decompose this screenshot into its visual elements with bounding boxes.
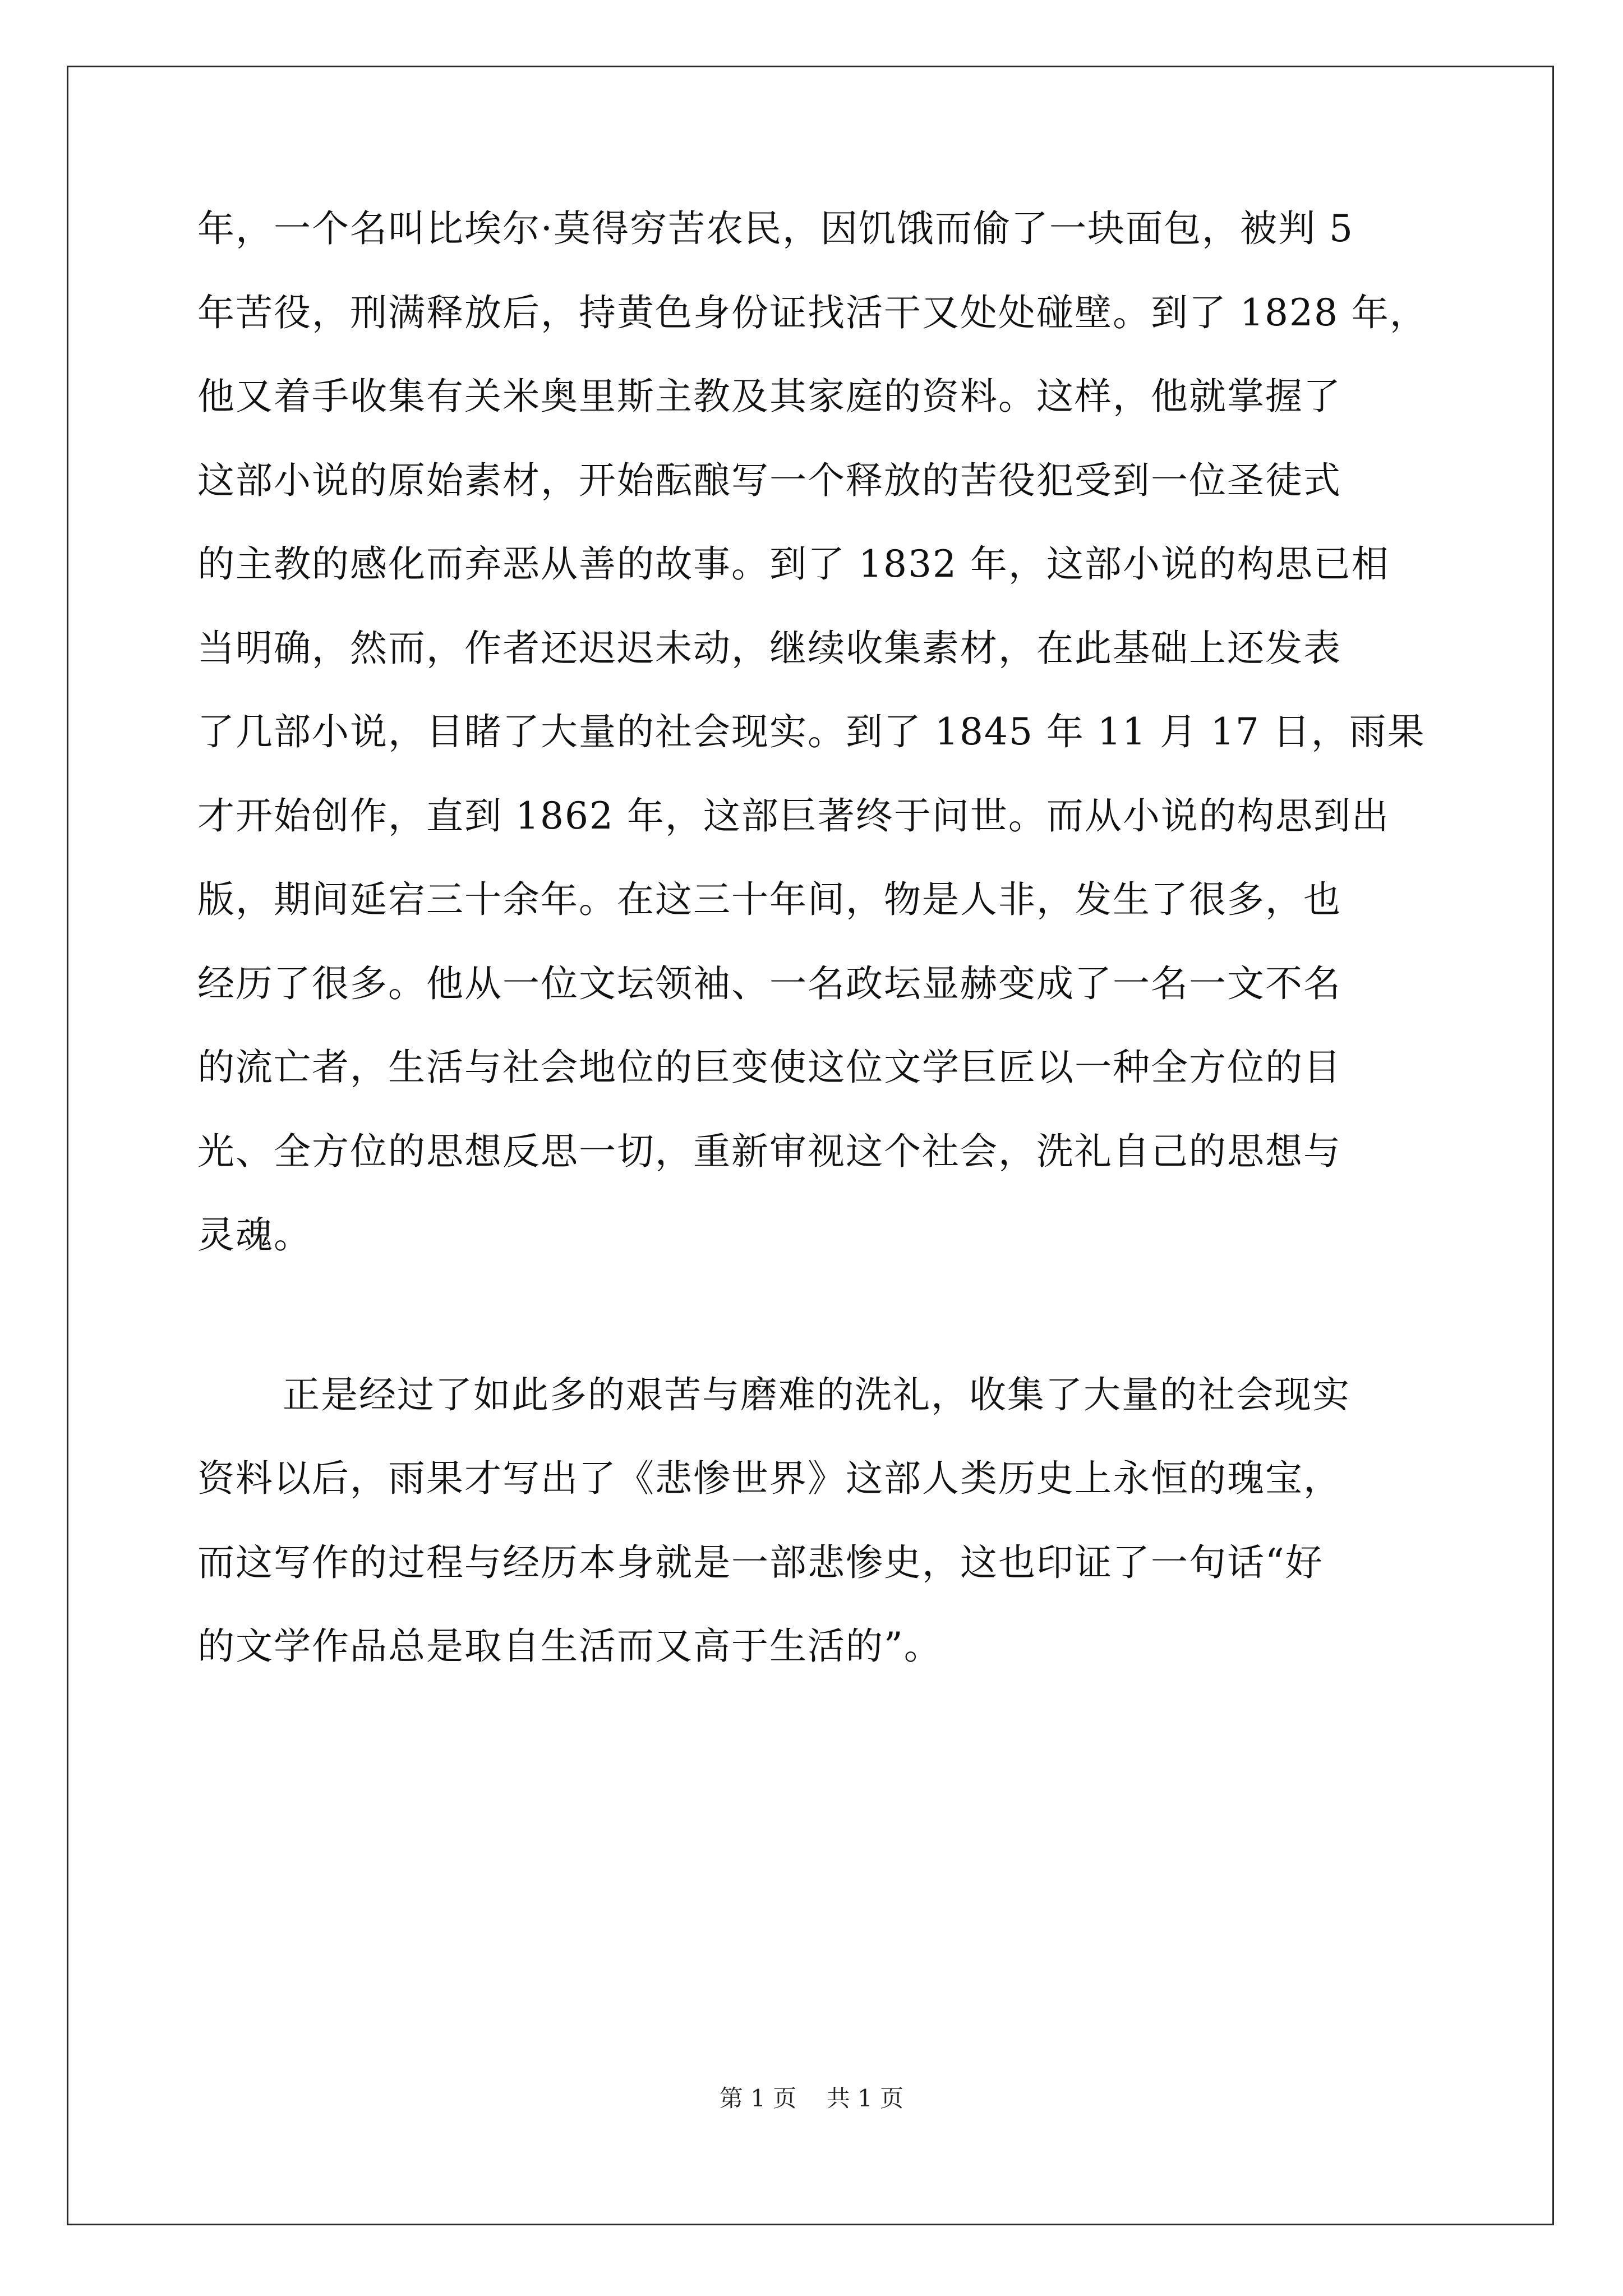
text-line: 而这写作的过程与经历本身就是一部悲惨史，这也印证了一句话“好 [197, 1540, 1324, 1584]
paragraph-1 [197, 207, 1482, 1301]
document-body [197, 207, 1482, 1712]
text-line: 这部小说的原始素材，开始酝酿写一个释放的苦役犯受到一位圣徒式 [197, 458, 1341, 502]
page-number-footer: 第 1 页 共 1 页 [719, 2085, 904, 2112]
paragraph-2 [197, 1373, 1482, 1712]
text-line: 年苦役，刑满释放后，持黄色身份证找活干又处处碰壁。到了 1828 年， [197, 291, 1428, 334]
text-line: 的流亡者，生活与社会地位的巨变使这位文学巨匠以一种全方位的目 [197, 1046, 1341, 1089]
text-line: 版，期间延宕三十余年。在这三十年间，物是人非，发生了很多，也 [197, 878, 1341, 921]
text-line: 正是经过了如此多的艰苦与磨难的洗礼，收集了大量的社会现实 [283, 1373, 1350, 1416]
text-line: 的文学作品总是取自生活而又高于生活的”。 [197, 1625, 942, 1668]
text-line: 当明确，然而，作者还迟迟未动，继续收集素材，在此基础上还发表 [197, 626, 1341, 670]
text-line: 灵魂。 [197, 1213, 312, 1257]
text-line: 年，一个名叫比埃尔·莫得穷苦农民，因饥饿而偷了一块面包，被判 5 [197, 207, 1354, 250]
text-line: 了几部小说，目睹了大量的社会现实。到了 1845 年 11 月 17 日，雨果 [197, 710, 1426, 753]
text-line: 他又着手收集有关米奥里斯主教及其家庭的资料。这样，他就掌握了 [197, 375, 1341, 418]
text-line: 的主教的感化而弃恶从善的故事。到了 1832 年，这部小说的构思已相 [197, 542, 1390, 586]
text-line: 光、全方位的思想反思一切，重新审视这个社会，洗礼自己的思想与 [197, 1129, 1341, 1173]
text-line: 资料以后，雨果才写出了《悲惨世界》这部人类历史上永恒的瑰宝， [197, 1457, 1341, 1500]
text-line: 才开始创作，直到 1862 年，这部巨著终于问世。而从小说的构思到出 [197, 794, 1390, 838]
text-line: 经历了很多。他从一位文坛领袖、一名政坛显赫变成了一名一文不名 [197, 961, 1341, 1005]
